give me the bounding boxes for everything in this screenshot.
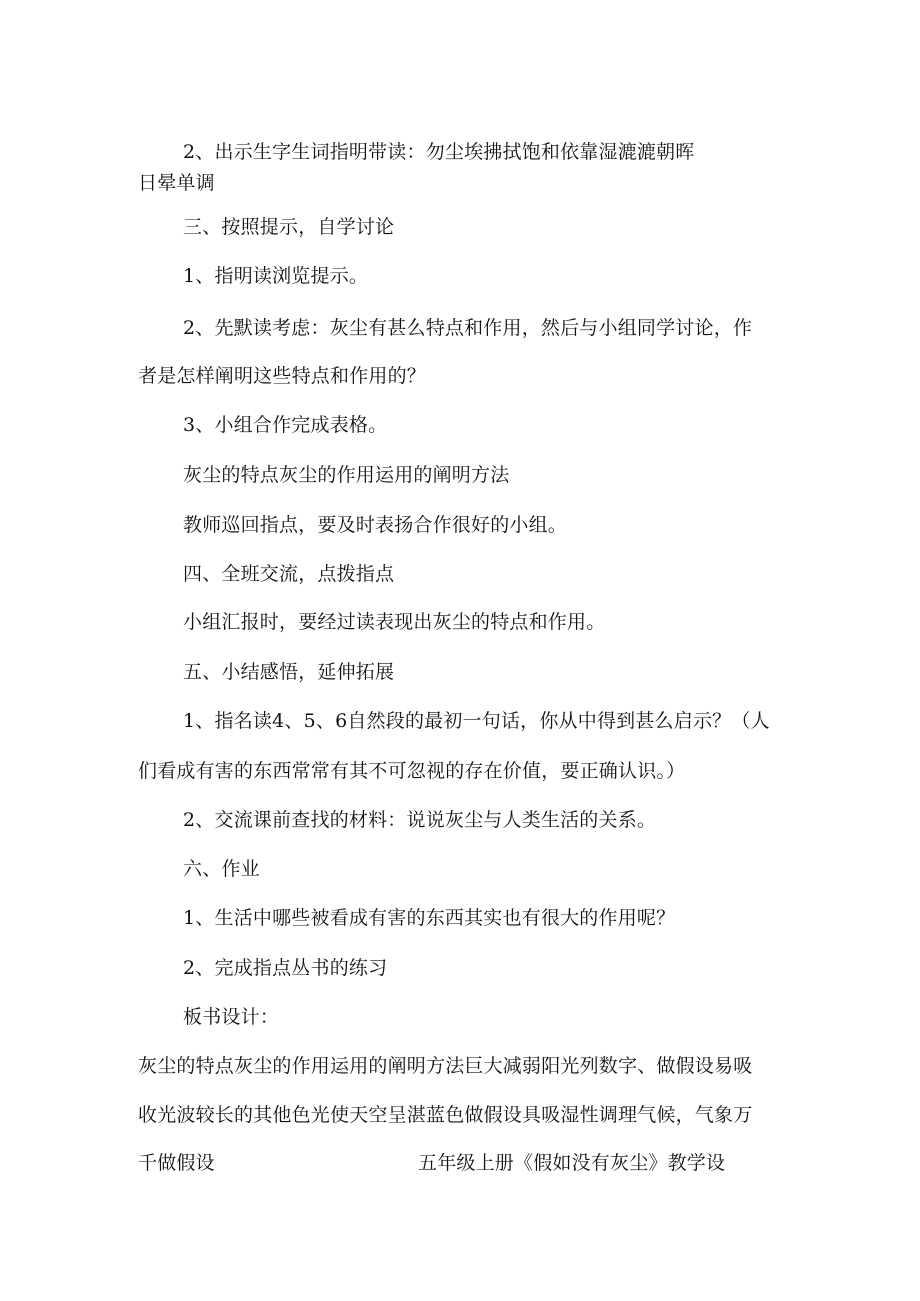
text-line: 板书设计： — [183, 1006, 280, 1028]
document-title: 五年级上册《假如没有灰尘》教学设 — [418, 1152, 726, 1174]
text-line: 教师巡回指点，要及时表扬合作很好的小组。 — [183, 514, 568, 536]
text-line: 2、出示生字生词指明带读：勿尘埃拂拭饱和依靠湿漉漉朝晖 — [183, 141, 695, 163]
text-line: 们看成有害的东西常常有其不可忽视的存在价值，要正确认识。） — [138, 760, 686, 782]
text-line: 千做假设 — [138, 1152, 215, 1174]
text-line: 1、生活中哪些被看成有害的东西其实也有很大的作用呢？ — [183, 907, 676, 929]
text-line: 灰尘的特点灰尘的作用运用的阐明方法 — [183, 464, 510, 486]
text-line: 1、指名读4、5、6自然段的最初一句话，你从中得到甚么启示？（人 — [183, 710, 770, 732]
text-line: 2、交流课前查找的材料：说说灰尘与人类生活的关系。 — [183, 809, 657, 831]
text-line: 小组汇报时，要经过读表现出灰尘的特点和作用。 — [183, 611, 606, 633]
text-line: 2、完成指点丛书的练习 — [183, 957, 388, 979]
text-line: 日晕单调 — [138, 172, 215, 194]
section-heading: 六、作业 — [183, 858, 260, 880]
section-heading: 五、小结感悟，延伸拓展 — [183, 661, 395, 683]
text-line: 灰尘的特点灰尘的作用运用的阐明方法巨大减弱阳光列数字、做假设易吸 — [138, 1055, 753, 1077]
section-heading: 四、全班交流，点拨指点 — [183, 563, 395, 585]
text-line: 收光波较长的其他色光使天空呈湛蓝色做假设具吸湿性调理气候，气象万 — [138, 1104, 753, 1126]
text-line: 3、小组合作完成表格。 — [183, 414, 388, 436]
text-line: 者是怎样阐明这些特点和作用的？ — [138, 365, 427, 387]
text-line: 2、先默读考虑：灰尘有甚么特点和作用，然后与小组同学讨论，作 — [183, 317, 753, 339]
section-heading: 三、按照提示，自学讨论 — [183, 216, 395, 238]
text-line: 1、指明读浏览提示。 — [183, 265, 369, 287]
